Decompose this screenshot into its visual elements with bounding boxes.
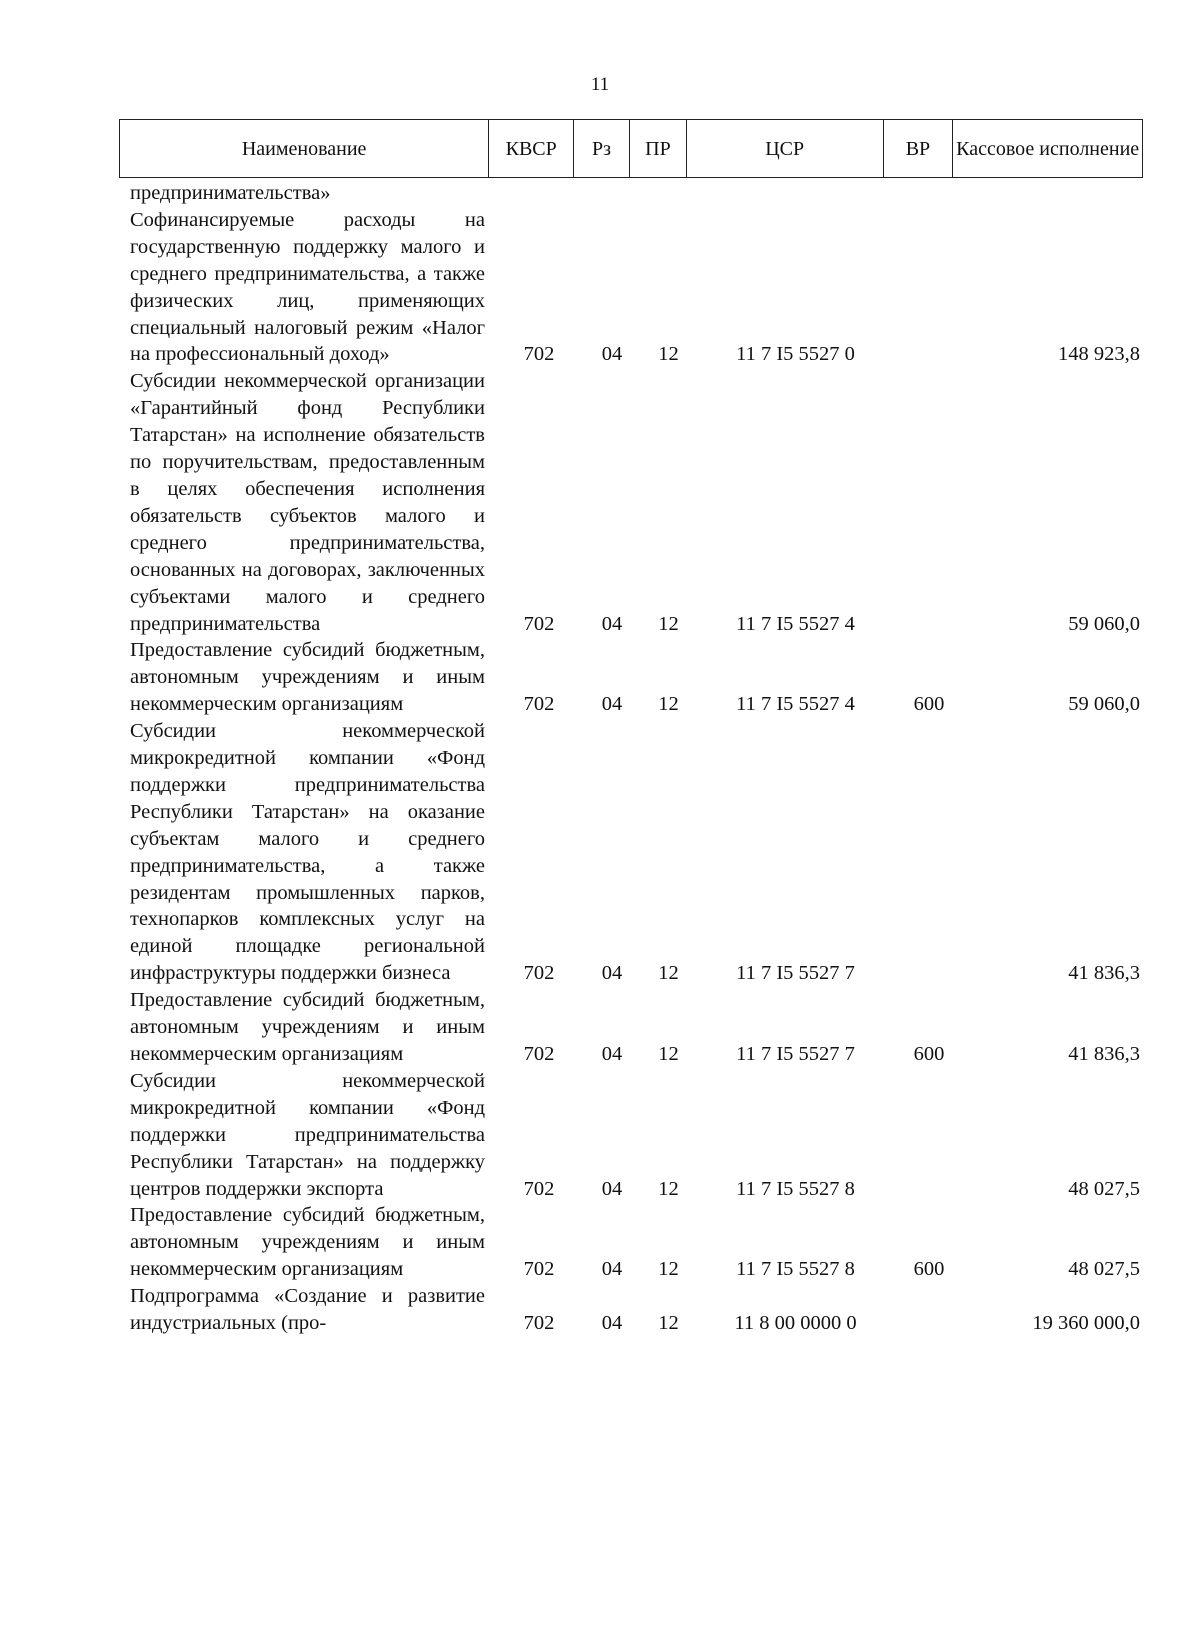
row-pr: 12 — [658, 693, 679, 716]
row-pr: 12 — [658, 1258, 679, 1281]
page-number: 11 — [590, 74, 610, 95]
row-csr: 11 7 I5 5527 4 — [736, 693, 855, 716]
row-sum: 48 027,5 — [1068, 1258, 1140, 1281]
row-pr: 12 — [658, 343, 679, 366]
header-vr: ВР — [884, 120, 954, 177]
row-name: Софинансируемые расходы на государственную поддержку малого и среднего предпринимательства, а также физических лиц, применяющих специальный налоговый режим «Налог на профессиональный доход» — [130, 208, 485, 366]
row-kvsr: 702 — [523, 962, 555, 985]
row-rz: 04 — [601, 962, 623, 985]
row-name: Предоставление субсидий бюджетным, автономным учреждениям и иным некоммерческим организациям — [130, 1204, 485, 1281]
table-row — [130, 1068, 1140, 1203]
row-csr: 11 7 I5 5527 7 — [736, 1043, 855, 1065]
row-pr: 12 — [658, 1177, 679, 1200]
row-sum: 48 027,5 — [1068, 1177, 1140, 1200]
table-row — [130, 718, 1140, 987]
row-sum: 59 060,0 — [1068, 693, 1140, 716]
row-vr: 600 — [913, 693, 945, 716]
header-sum: Кассовое исполнение — [956, 137, 1140, 160]
row-csr: 11 7 I5 5527 0 — [736, 343, 855, 366]
row-name: Субсидии некоммерческой организации «Гарантийный фонд Республики Татарстан» на исполнение обязательств по поручительствам, предоставленным в целях обеспечения исполнения обязательств субъектов малого и среднего предпринимательства, основанных на договорах, заключенных субъектами малого и среднего предпринимательства — [130, 370, 485, 635]
row-kvsr: 702 — [523, 343, 555, 366]
row-sum: 59 060,0 — [1068, 612, 1140, 635]
table-row — [130, 637, 1140, 718]
header-rz: Рз — [574, 120, 630, 177]
table-row — [130, 1202, 1140, 1283]
row-kvsr: 702 — [523, 1177, 555, 1200]
header-kvsr: КВСР — [489, 120, 574, 177]
row-name: Субсидии некоммерческой микрокредитной компании «Фонд поддержки предпринимательства Республики Татарстан» на поддержку центров поддержки экспорта — [130, 1069, 485, 1200]
row-kvsr: 702 — [523, 612, 555, 635]
table-row — [130, 368, 1140, 637]
row-kvsr: 702 — [523, 1312, 555, 1335]
row-pr: 12 — [658, 612, 679, 635]
row-pr: 12 — [658, 1312, 679, 1335]
row-vr: 600 — [913, 1043, 945, 1065]
row-sum: 148 923,8 — [1058, 343, 1140, 366]
row-rz: 04 — [601, 343, 623, 366]
row-csr: 11 7 I5 5527 4 — [736, 612, 855, 635]
row-name: Субсидии некоммерческой микрокредитной компании «Фонд поддержки предпринимательства Республики Татарстан» на оказание субъектам малого и среднего предпринимательства, а также резидентам промышленных парков, технопарков комплексных услуг на единой площадке региональной инфраструктуры поддержки бизнеса — [130, 720, 485, 985]
table-row — [130, 180, 1140, 207]
row-rz: 04 — [601, 1043, 623, 1065]
row-csr: 11 7 I5 5527 8 — [736, 1177, 855, 1200]
row-name: Предоставление субсидий бюджетным, автономным учреждениям и иным некоммерческим организациям — [130, 989, 485, 1065]
row-kvsr: 702 — [523, 1043, 555, 1065]
header-pr: ПР — [630, 120, 687, 177]
row-rz: 04 — [601, 1312, 623, 1335]
table-header — [119, 119, 1143, 178]
row-sum: 41 836,3 — [1068, 962, 1140, 985]
table-body — [130, 180, 1140, 1337]
row-pr: 12 — [658, 962, 679, 985]
row-name: предпринимательства» — [130, 182, 331, 204]
header-name: Наименование — [120, 120, 489, 177]
row-rz: 04 — [601, 1258, 623, 1281]
row-csr: 11 8 00 0000 0 — [734, 1312, 857, 1335]
row-rz: 04 — [601, 693, 623, 716]
row-rz: 04 — [601, 1177, 623, 1200]
header-csr: ЦСР — [687, 120, 884, 177]
table-row — [130, 207, 1140, 368]
row-kvsr: 702 — [523, 693, 555, 716]
row-pr: 12 — [658, 1043, 679, 1065]
table-row — [130, 987, 1140, 1068]
row-csr: 11 7 I5 5527 8 — [736, 1258, 855, 1281]
row-kvsr: 702 — [523, 1258, 555, 1281]
table-row — [130, 1283, 1140, 1337]
row-name: Предоставление субсидий бюджетным, автономным учреждениям и иным некоммерческим организациям — [130, 639, 485, 716]
row-sum: 19 360 000,0 — [1032, 1312, 1140, 1335]
row-name: Подпрограмма «Создание и развитие индустриальных (про- — [130, 1285, 485, 1335]
row-rz: 04 — [601, 612, 623, 635]
row-sum: 41 836,3 — [1068, 1043, 1140, 1065]
row-vr: 600 — [913, 1258, 945, 1281]
row-csr: 11 7 I5 5527 7 — [736, 962, 855, 985]
